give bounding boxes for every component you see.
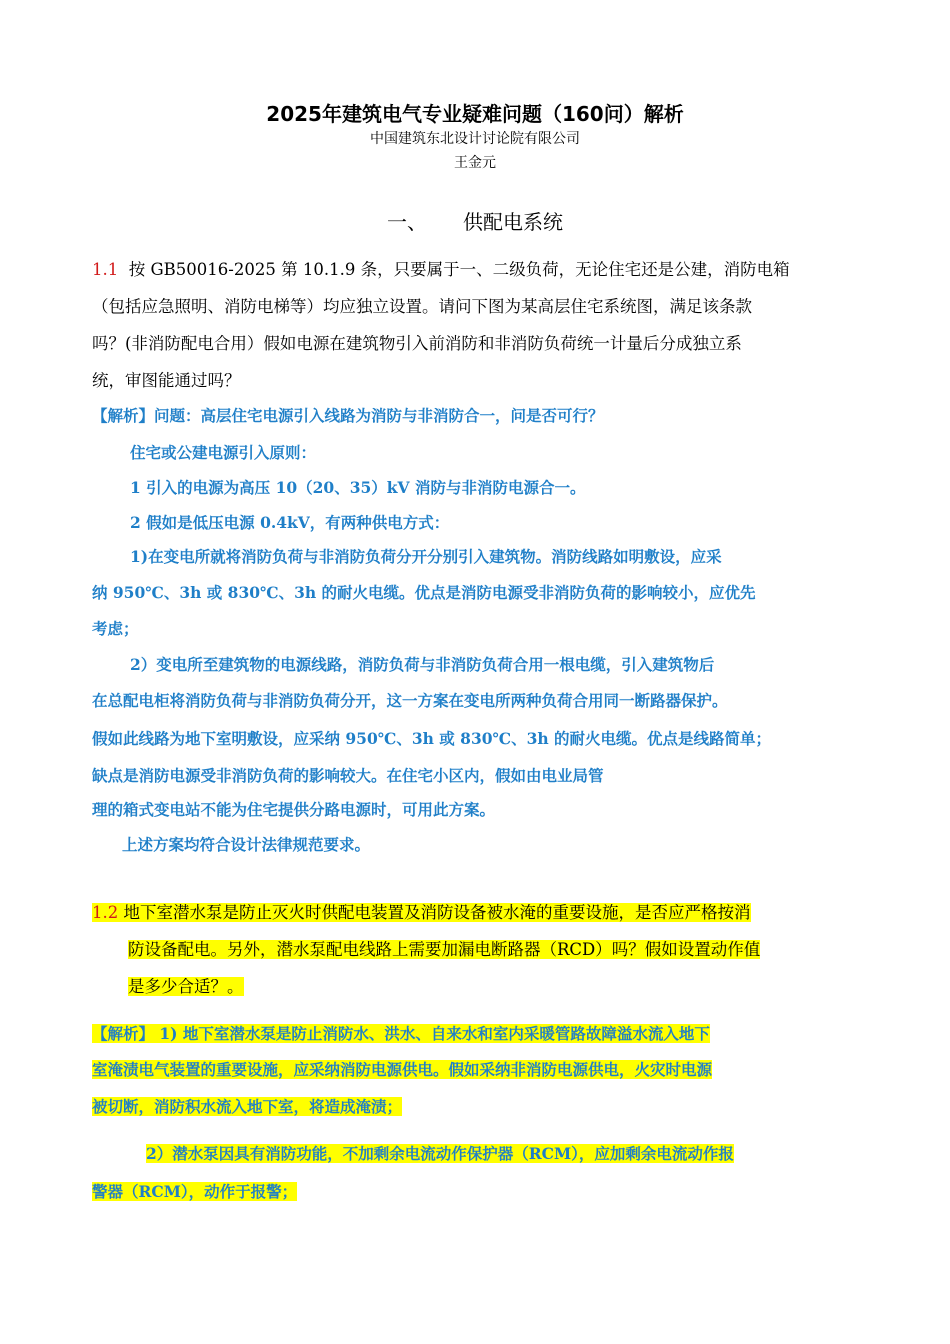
answer-line: 2 假如是低压电源 0.4kV，有两种供电方式： <box>130 513 450 532</box>
question-number: 1.2 <box>92 903 119 922</box>
question-1-2 <box>92 894 862 1005</box>
answer-line: 在总配电柜将消防负荷与非消防负荷分开，这一方案在变电所两种负荷合用同一断路器保护。 <box>92 691 728 710</box>
answer-line: 纳 950℃、3h 或 830℃、3h 的耐火电缆。优点是消防电源受非消防负荷的影响较小，应优先 <box>92 583 756 602</box>
answer-line: 假如此线路为地下室明敷设，应采纳 950℃、3h 或 830℃、3h 的耐火电缆。优点是线路简单； <box>92 729 772 748</box>
question-line: 1.1 按 GB50016-2025 第 10.1.9 条，只要属于一、二级负荷，无论住宅还是公建，消防电箱 <box>92 260 790 279</box>
answer-line: 理的箱式变电站不能为住宅提供分路电源时，可用此方案。 <box>92 800 496 819</box>
answer-line: 1 引入的电源为高压 10（20、35）kV 消防与非消防电源合一。 <box>130 478 586 497</box>
document-title: 2025年建筑电气专业疑难问题（160问）解析 <box>266 102 684 126</box>
author: 王金元 <box>454 155 496 171</box>
question-line: 1.2 地下室潜水泵是防止灭火时供配电装置及消防设备被水淹的重要设施，是否应严格按消 <box>92 903 751 922</box>
question-number: 1.1 <box>92 260 119 279</box>
question-line: 防设备配电。另外，潜水泵配电线路上需要加漏电断路器（RCD）吗？假如设置动作值 <box>128 940 761 959</box>
answer-line: 被切断，消防积水流入地下室，将造成淹渍； <box>92 1097 403 1116</box>
answer-line: 1)在变电所就将消防负荷与非消防负荷分开分别引入建筑物。消防线路如明敷设，应采 <box>130 547 722 566</box>
answer-line: 考虑； <box>92 619 139 638</box>
section-number: 一、 <box>387 210 427 234</box>
answer-line: 住宅或公建电源引入原则： <box>130 443 317 462</box>
section-heading <box>0 206 950 235</box>
question-line: 是多少合适？。 <box>128 977 244 996</box>
answer-line: 2）潜水泵因具有消防功能，不加剩余电流动作保护器（RCM），应加剩余电流动作报 <box>146 1144 734 1163</box>
answer-heading: 【解析】问题：高层住宅电源引入线路为消防与非消防合一，问是否可行？ <box>92 406 604 425</box>
answer-line: 上述方案均符合设计法律规范要求。 <box>122 835 371 854</box>
answer-heading: 【解析】 1) 地下室潜水泵是防止消防水、洪水、自来水和室内采暖管路故障溢水流入地下 <box>92 1024 710 1043</box>
answer-line: 室淹渍电气装置的重要设施，应采纳消防电源供电。假如采纳非消防电源供电，火灾时电源 <box>92 1060 713 1079</box>
organization: 中国建筑东北设计讨论院有限公司 <box>370 131 580 147</box>
question-line: 吗？(非消防配电合用）假如电源在建筑物引入前消防和非消防负荷统一计量后分成独立系 <box>92 334 742 353</box>
answer-line: 2）变电所至建筑物的电源线路，消防负荷与非消防负荷合用一根电缆，引入建筑物后 <box>130 655 715 674</box>
answer-line: 警器（RCM），动作于报警； <box>92 1182 298 1201</box>
question-1-1 <box>92 251 862 399</box>
section-title: 供配电系统 <box>463 210 563 234</box>
question-line: （包括应急照明、消防电梯等）均应独立设置。请问下图为某高层住宅系统图，满足该条款 <box>92 297 752 316</box>
question-line: 统，审图能通过吗？ <box>92 371 241 390</box>
answer-line: 缺点是消防电源受非消防负荷的影响较大。在住宅小区内，假如由电业局管 <box>92 766 604 785</box>
